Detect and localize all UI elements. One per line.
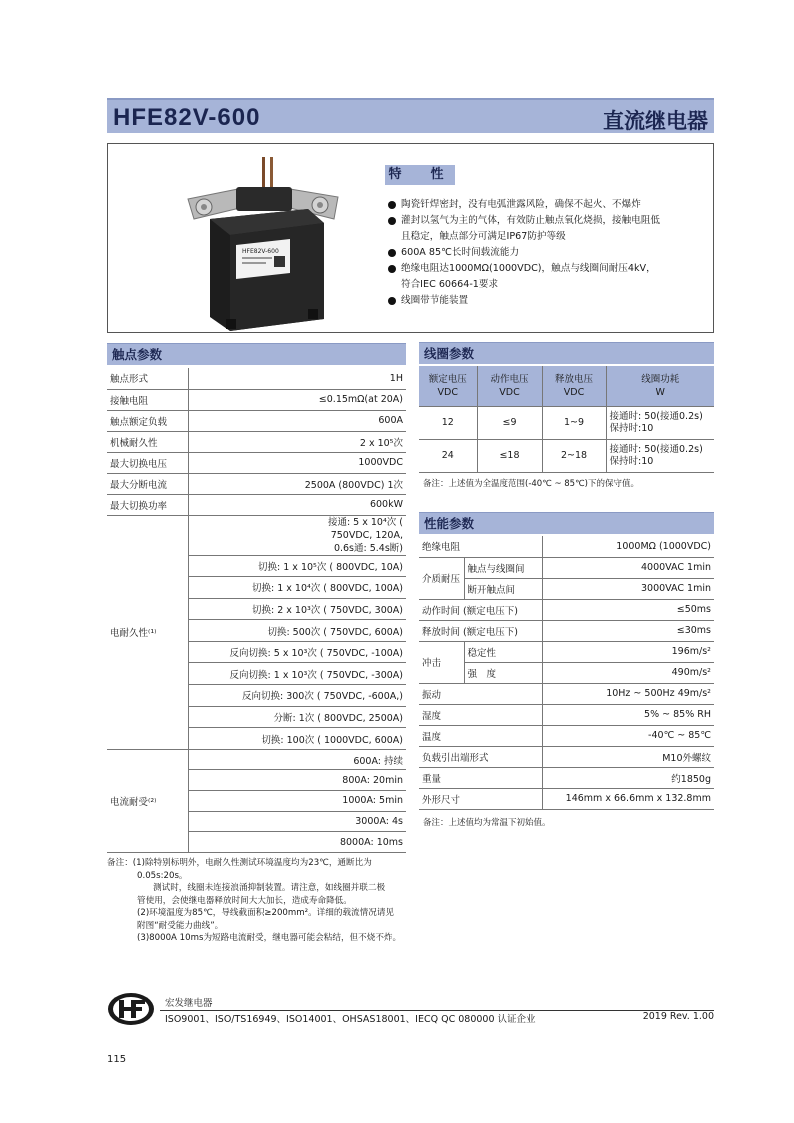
param-value: 196m/s² xyxy=(542,641,714,662)
param-value: 146mm x 66.6mm x 132.8mm xyxy=(542,788,714,809)
table-row xyxy=(107,410,406,431)
footnote-line: (2)环境温度为85℃，导线截面积≥200mm²。详细的载流情况请见 xyxy=(137,908,395,918)
feature-item: 陶瓷钎焊密封，没有电弧泄露风险，确保不起火、不爆炸 xyxy=(388,197,708,213)
table-row xyxy=(107,749,406,770)
table-row xyxy=(419,620,714,641)
table-row xyxy=(419,767,714,788)
param-value: 1H xyxy=(188,368,406,389)
footnote-line: 测试时，线圈未连接浪涌抑制装置。请注意，如线圈并联二极 xyxy=(153,883,386,893)
table-row xyxy=(419,704,714,725)
table-row xyxy=(419,578,714,599)
table-row xyxy=(107,389,406,410)
pickup-voltage-cell: ≤18 xyxy=(477,439,542,472)
performance-note: 备注：上述值均为常温下初始值。 xyxy=(423,818,551,828)
param-value: 2500A (800VDC) 1次 xyxy=(188,473,406,494)
company-name: 宏发继电器 xyxy=(165,998,213,1009)
param-value: 600kW xyxy=(188,494,406,515)
param-label: 触点形式 xyxy=(107,368,188,389)
param-value: 约1850g xyxy=(542,767,714,788)
param-value: 600A xyxy=(188,410,406,431)
param-value: 1000MΩ (1000VDC) xyxy=(542,536,714,557)
coil-note: 备注：上述值为全温度范围(-40℃ ~ 85℃)下的保守值。 xyxy=(423,479,639,489)
col-header-pickup-voltage: 动作电压 VDC xyxy=(477,366,542,406)
contact-heading: 触点参数 xyxy=(107,343,406,365)
footnote-line: 备注：(1)除特别标明外，电耐久性测试环境温度均为23℃，通断比为 xyxy=(107,858,372,868)
param-label: 机械耐久性 xyxy=(107,431,188,452)
electrical-endurance-value: 接通: 5 x 10⁴次 ( 750VDC, 120A, 0.6s通: 5.4s断) xyxy=(188,515,406,555)
electrical-endurance-value: 切换: 100次 ( 1000VDC, 600A) xyxy=(188,728,406,750)
table-row xyxy=(107,368,406,389)
footnote-line: (3)8000A 10ms为短路电流耐受，继电器可能会粘结，但不烧不炸。 xyxy=(137,933,402,943)
table-row xyxy=(419,662,714,683)
param-label: 触点额定负载 xyxy=(107,410,188,431)
relay-product-image xyxy=(178,149,348,331)
feature-item-continued: 且稳定，触点部分可满足IP67防护等级 xyxy=(401,231,566,242)
shock-label: 冲击 xyxy=(419,641,464,683)
dielectric-label: 介质耐压 xyxy=(419,557,464,599)
footnote-line: 附图“耐受能力曲线”。 xyxy=(137,920,224,931)
coil-power-cell: 接通时: 50(接通0.2s) 保持时:10 xyxy=(606,406,714,439)
param-label: 重量 xyxy=(419,767,542,788)
electrical-endurance-value: 切换: 1 x 10⁴次 ( 800VDC, 100A) xyxy=(188,577,406,599)
param-label: 湿度 xyxy=(419,704,542,725)
param-value: 4000VAC 1min xyxy=(542,557,714,578)
param-value: 1000VDC xyxy=(188,452,406,473)
electrical-endurance-value: 反向切换: 300次 ( 750VDC, -600A,) xyxy=(188,685,406,707)
table-row xyxy=(107,473,406,494)
param-label: 接触电阻 xyxy=(107,389,188,410)
param-label: 振动 xyxy=(419,683,542,704)
table-row xyxy=(419,788,714,809)
table-row xyxy=(419,599,714,620)
param-value: 10Hz ~ 500Hz 49m/s² xyxy=(542,683,714,704)
param-label: 外形尺寸 xyxy=(419,788,542,809)
release-voltage-cell: 1~9 xyxy=(542,406,606,439)
param-value: 490m/s² xyxy=(542,662,714,683)
title-bar xyxy=(107,98,714,133)
page-number: 115 xyxy=(107,1054,127,1065)
features-list xyxy=(388,197,708,309)
hongfa-logo xyxy=(107,992,155,1026)
dielectric-sub-label: 断开触点间 xyxy=(464,578,542,599)
shock-sub-label: 稳定性 xyxy=(464,641,542,662)
param-label: 最大分断电流 xyxy=(107,473,188,494)
table-row xyxy=(419,746,714,767)
table-row xyxy=(419,406,714,439)
features-heading: 特 性 xyxy=(385,165,455,185)
contact-table xyxy=(107,368,406,853)
current-withstand-label: 电流耐受⁽²⁾ xyxy=(107,749,188,852)
current-withstand-value: 8000A: 10ms xyxy=(188,832,406,853)
feature-item: 线圈带节能装置 xyxy=(388,293,708,309)
table-row xyxy=(107,431,406,452)
footnotes xyxy=(107,857,407,945)
table-row xyxy=(419,641,714,662)
table-row xyxy=(107,494,406,515)
param-value: 5% ~ 85% RH xyxy=(542,704,714,725)
performance-heading: 性能参数 xyxy=(419,512,714,534)
table-row xyxy=(419,683,714,704)
param-label: 释放时间 (额定电压下) xyxy=(419,620,542,641)
param-value: ≤0.15mΩ(at 20A) xyxy=(188,389,406,410)
product-category: 直流继电器 xyxy=(603,109,708,133)
electrical-endurance-label: 电耐久性⁽¹⁾ xyxy=(107,515,188,749)
model-name: HFE82V-600 xyxy=(113,104,261,131)
table-row xyxy=(419,439,714,472)
electrical-endurance-value: 切换: 2 x 10³次 ( 750VDC, 300A) xyxy=(188,598,406,620)
col-header-rated-voltage: 额定电压 VDC xyxy=(419,366,477,406)
electrical-endurance-value: 反向切换: 5 x 10³次 ( 750VDC, -100A) xyxy=(188,641,406,663)
coil-power-cell: 接通时: 50(接通0.2s) 保持时:10 xyxy=(606,439,714,472)
rated-voltage-cell: 24 xyxy=(419,439,477,472)
electrical-endurance-value: 反向切换: 1 x 10³次 ( 750VDC, -300A) xyxy=(188,663,406,685)
param-value: -40℃ ~ 85℃ xyxy=(542,725,714,746)
feature-item: 600A 85℃长时间载流能力 xyxy=(388,245,708,261)
coil-heading: 线圈参数 xyxy=(419,342,714,364)
table-row xyxy=(107,452,406,473)
release-voltage-cell: 2~18 xyxy=(542,439,606,472)
coil-table xyxy=(419,366,714,473)
relay-label-text: HFE82V-600 xyxy=(242,248,279,255)
param-label: 绝缘电阻 xyxy=(419,536,542,557)
current-withstand-value: 1000A: 5min xyxy=(188,791,406,812)
col-header-coil-power: 线圈功耗 W xyxy=(606,366,714,406)
shock-sub-label: 强 度 xyxy=(464,662,542,683)
feature-item-continued: 符合IEC 60664-1要求 xyxy=(401,279,499,290)
col-header-release-voltage: 释放电压 VDC xyxy=(542,366,606,406)
table-row xyxy=(419,536,714,557)
param-value: 3000VAC 1min xyxy=(542,578,714,599)
table-row xyxy=(419,725,714,746)
param-label: 负载引出端形式 xyxy=(419,746,542,767)
pickup-voltage-cell: ≤9 xyxy=(477,406,542,439)
param-label: 最大切换功率 xyxy=(107,494,188,515)
revision: 2019 Rev. 1.00 xyxy=(642,1011,714,1022)
current-withstand-value: 3000A: 4s xyxy=(188,811,406,832)
table-row xyxy=(107,515,406,555)
rated-voltage-cell: 12 xyxy=(419,406,477,439)
electrical-endurance-value: 切换: 1 x 10⁵次 ( 800VDC, 10A) xyxy=(188,555,406,577)
param-label: 温度 xyxy=(419,725,542,746)
certifications: ISO9001、ISO/TS16949、ISO14001、OHSAS18001、IECQ QC 080000 认证企业 xyxy=(165,1014,536,1025)
param-value: 2 x 10⁵次 xyxy=(188,431,406,452)
feature-item: 绝缘电阻达1000MΩ(1000VDC)，触点与线圈间耐压4kV， xyxy=(388,261,708,277)
electrical-endurance-value: 分断: 1次 ( 800VDC, 2500A) xyxy=(188,706,406,728)
param-value: ≤30ms xyxy=(542,620,714,641)
footnote-line: 0.05s:20s。 xyxy=(137,870,188,881)
performance-table xyxy=(419,536,714,810)
feature-item: 灌封以氢气为主的气体，有效防止触点氧化烧损，接触电阻低 xyxy=(388,213,708,229)
current-withstand-value: 600A: 持续 xyxy=(188,749,406,770)
electrical-endurance-value: 切换: 500次 ( 750VDC, 600A) xyxy=(188,620,406,642)
table-row xyxy=(419,557,714,578)
footnote-line: 管使用，会使继电器释放时间大大加长，造成寿命降低。 xyxy=(137,895,352,906)
param-value: ≤50ms xyxy=(542,599,714,620)
current-withstand-value: 800A: 20min xyxy=(188,770,406,791)
dielectric-sub-label: 触点与线圈间 xyxy=(464,557,542,578)
param-value: M10外螺纹 xyxy=(542,746,714,767)
table-header-row xyxy=(419,366,714,406)
param-label: 最大切换电压 xyxy=(107,452,188,473)
param-label: 动作时间 (额定电压下) xyxy=(419,599,542,620)
feature-box xyxy=(107,143,714,333)
